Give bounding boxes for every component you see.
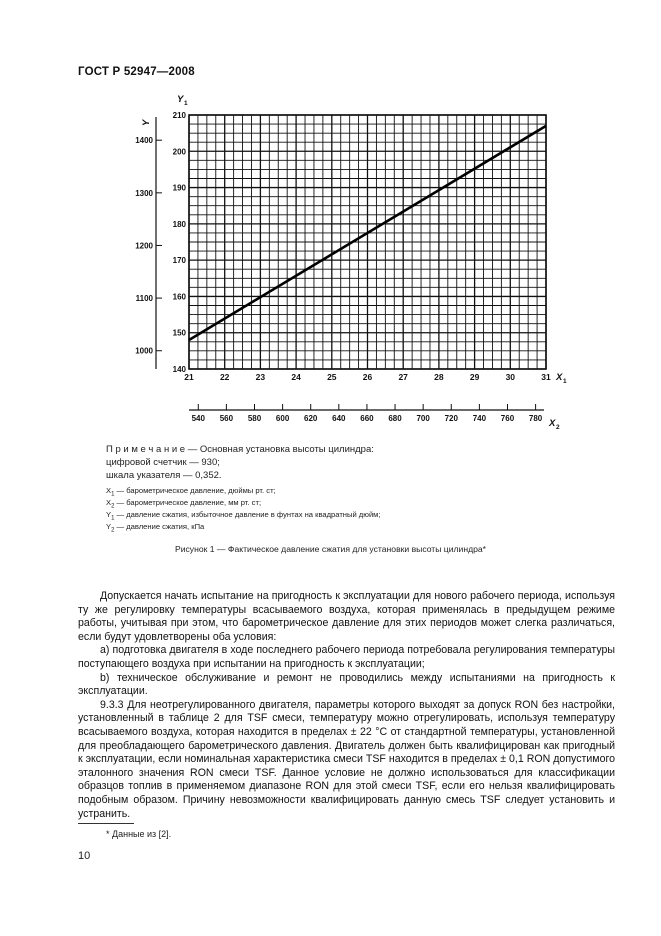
note-heading: П р и м е ч а н и е — Основная установка высоты цилиндра: <box>106 444 374 455</box>
x1-tick-label: 21 <box>184 372 194 382</box>
x2-tick-label: 700 <box>416 414 430 423</box>
y1-axis-label: Y <box>177 94 184 105</box>
y2-tick-label: 1100 <box>135 294 153 304</box>
x2-tick-label: 600 <box>275 414 290 423</box>
x2-tick-label: 680 <box>388 414 402 423</box>
y1-tick-label: 210 <box>172 111 186 120</box>
footnote: * Данные из [2]. <box>106 829 172 839</box>
document-header: ГОСТ Р 52947—2008 <box>78 66 195 78</box>
x2-tick-label: 740 <box>472 414 487 423</box>
y1-tick-label: 180 <box>172 219 186 229</box>
pressure-chart <box>0 0 661 440</box>
x1-tick-label: 27 <box>398 372 408 382</box>
legend-item: $Y_2$ — давление сжатия, кПа <box>106 522 205 534</box>
y2-tick-label: 1000 <box>135 346 153 356</box>
x1-tick-label: 26 <box>362 372 373 382</box>
x2-tick-label: 560 <box>219 414 234 423</box>
x2-tick-label: 660 <box>360 414 374 423</box>
x1-tick-label: 22 <box>219 372 230 382</box>
y2-tick-label: 1200 <box>135 241 153 251</box>
x1-tick-label: 25 <box>327 372 337 382</box>
x1-tick-label: 31 <box>541 372 551 382</box>
x1-tick-label: 29 <box>469 372 480 382</box>
y1-tick-label: 190 <box>172 183 186 193</box>
x2-axis-sub: 2 <box>556 424 560 431</box>
page-number: 10 <box>78 850 91 862</box>
list-item-a: а) подготовка двигателя в ходе последнего рабочего периода потребовала регулирования температуры поступающего воздуха при испытании на пригодность к эксплуатации; <box>78 644 615 670</box>
y1-axis-sub: 1 <box>184 100 188 107</box>
x2-tick-label: 620 <box>304 414 318 423</box>
note-line-1: цифровой счетчик — 930; <box>106 457 220 468</box>
footnote-divider <box>78 823 134 824</box>
list-item-b: b) техническое обслуживание и ремонт не проводились между испытаниями на пригодность к эксплуатации. <box>78 671 615 698</box>
legend-item: $Y_1$ — давление сжатия, избыточное давление в фунтах на квадратный дюйм; <box>106 510 381 522</box>
x1-tick-label: 24 <box>291 372 301 382</box>
x1-tick-label: 28 <box>434 372 444 382</box>
x1-axis-label: X <box>556 372 563 383</box>
x2-tick-label: 780 <box>528 414 543 423</box>
x1-tick-label: 30 <box>505 372 516 382</box>
y1-tick-label: 150 <box>172 328 186 338</box>
y1-tick-label: 160 <box>172 292 186 302</box>
figure-caption: Рисунок 1 — Фактическое давление сжатия для установки высоты цилиндра* <box>174 544 487 554</box>
y2-tick-label: 1300 <box>135 188 153 198</box>
x2-tick-label: 540 <box>191 414 205 423</box>
x2-tick-label: 580 <box>247 414 262 423</box>
x2-tick-label: 760 <box>500 414 515 423</box>
y1-tick-label: 200 <box>172 147 186 157</box>
note-line-2: шкала указателя — 0,352. <box>106 470 222 481</box>
body-text <box>78 590 615 821</box>
legend-item: $X_1$ — барометрическое давление, дюймы рт. ст; <box>106 486 276 498</box>
y2-tick-label: 1400 <box>135 136 153 146</box>
y2-axis-label: Y <box>141 119 152 126</box>
x2-tick-label: 720 <box>444 414 458 423</box>
legend-item: $X_2$ — барометрическое давление, мм рт. ст; <box>106 498 262 510</box>
y1-tick-label: 170 <box>172 256 186 266</box>
x1-axis-sub: 1 <box>563 378 567 385</box>
x2-axis-label: X <box>549 418 556 429</box>
paragraph-1: Допускается начать испытание на пригодность к эксплуатации для нового рабочего периода, используя ту же регулировку температуры всасываемого воздуха, которая применялась в предыдущем режиме работы, учитывая при этом, что барометрическое давление для этих периодов может слегка различаться, если будут удовлетворены оба условия: <box>78 590 615 643</box>
x1-tick-label: 23 <box>255 372 266 382</box>
x2-tick-label: 640 <box>332 414 346 423</box>
paragraph-2: 9.3.3 Для неотрегулированного двигателя, параметры которого выходят за допуск RON без настройки, установленный в таблице 2 для TSF смеси, температуру можно отрегулировать, используя температуру всасываемого воздуха, которая находится в пределах ± 22 °С от стандартной температуры, установленной для преобладающего барометрического давления. Двигатель должен быть квалифицирован как пригодный к эксплуатации, если номинальная характеристика смеси TSF находится в пределах ± 0,1 RON допустимого эталонного значения RON смеси TSF. Данное условие не должно использоваться для классификации образцов топлив в применяемом диапазоне RON для этой смеси TSF, если его нельзя квалифицировать подобным образом. Причину невозможности квалифицировать данную смесь TSF следует установить и устранить. <box>78 698 615 820</box>
y1-tick-label: 140 <box>172 365 186 374</box>
